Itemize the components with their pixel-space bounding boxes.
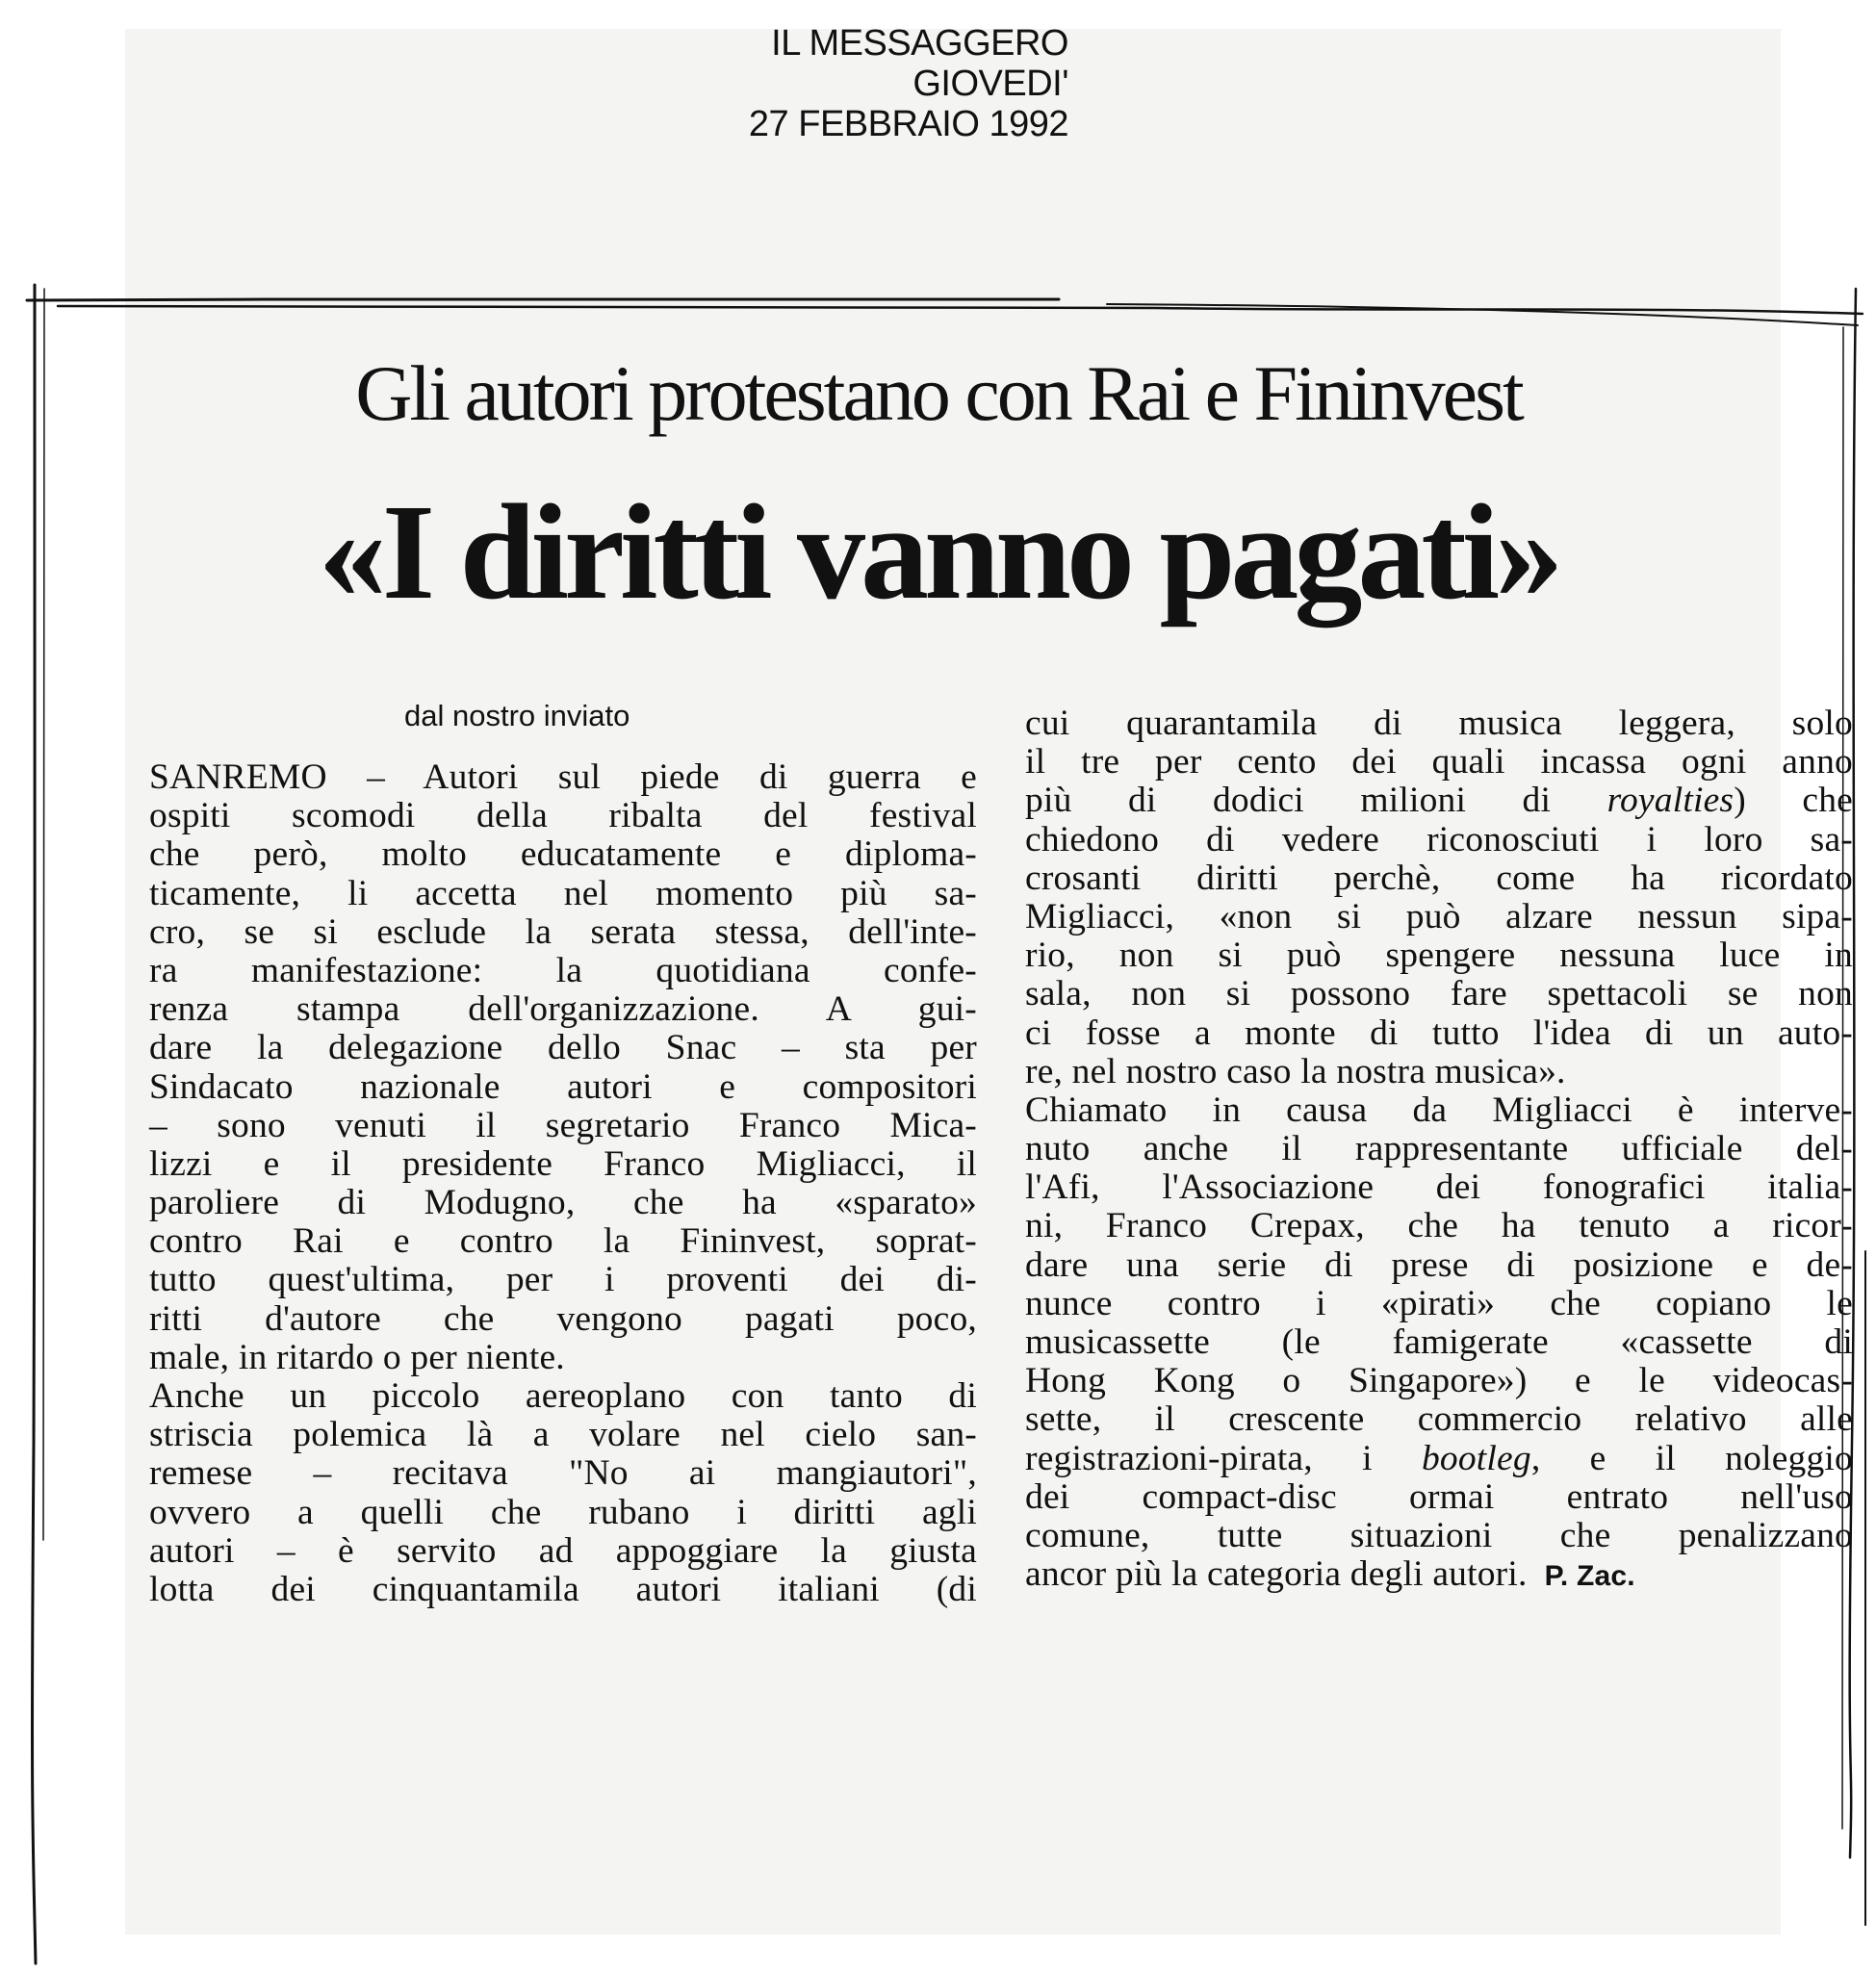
article-line: sette, il crescente commercio relativo alle <box>1025 1399 1853 1440</box>
article-line: sala, non si possono fare spettacoli se non <box>1025 974 1853 1014</box>
article-line: Sindacato nazionale autori e compositori <box>149 1066 977 1107</box>
article-line: comune, tutte situazioni che penalizzano <box>1025 1515 1853 1555</box>
article-line: ticamente, li accetta nel momento più sa- <box>149 873 977 913</box>
article <box>29 306 1854 1846</box>
article-line: dare una serie di prese di posizione e de- <box>1025 1244 1853 1285</box>
article-column-right <box>1025 705 1853 1594</box>
article-headline: «I diritti vanno pagati» <box>318 475 1559 628</box>
article-line: registrazioni-pirata, i bootleg, e il noleggio <box>1025 1438 1854 1478</box>
article-line: crosanti diritti perchè, come ha ricordato <box>1025 858 1853 898</box>
article-line: ritti d'autore che vengono pagati poco, <box>149 1298 977 1339</box>
author-signature: P. Zac. <box>1544 1560 1635 1593</box>
article-column-left <box>149 758 977 1609</box>
article-line: contro Rai e contro la Fininvest, soprat- <box>149 1221 977 1262</box>
article-line: re, nel nostro caso la nostra musica». <box>1025 1051 1566 1091</box>
publication-date: 27 FEBBRAIO 1992 <box>748 104 1068 144</box>
article-line: Chiamato in causa da Migliacci è interve- <box>1025 1090 1853 1130</box>
article-line: paroliere di Modugno, che ha «sparato» <box>149 1183 977 1223</box>
article-line: ospiti scomodi della ribalta del festival <box>149 796 977 836</box>
article-line: dare la delegazione dello Snac – sta per <box>149 1028 977 1068</box>
article-line: più di dodici milioni di royalties) che <box>1025 781 1853 821</box>
article-line: chiedono di vedere riconosciuti i loro sa- <box>1025 819 1853 859</box>
article-line: Migliacci, «non si può alzare nessun sipa- <box>1025 896 1853 936</box>
article-line: lotta dei cinquantamila autori italiani (di <box>149 1569 977 1609</box>
article-line: ra manifestazione: la quotidiana confe- <box>149 950 977 990</box>
weekday: GIOVEDI' <box>912 64 1068 104</box>
article-line: cui quarantamila di musica leggera, solo <box>1025 704 1853 743</box>
article-line: nunce contro i «pirati» che copiano le <box>1025 1283 1853 1323</box>
article-line: dei compact-disc ormai entrato nell'uso <box>1025 1476 1853 1517</box>
article-byline: dal nostro inviato <box>404 699 630 732</box>
article-line: che però, molto educatamente e diploma- <box>149 834 977 875</box>
article-line: striscia polemica là a volare nel cielo san- <box>149 1415 977 1455</box>
article-line: ovvero a quelli che rubano i diritti agli <box>149 1492 977 1532</box>
article-line: musicassette (le famigerate «cassette di <box>1025 1322 1853 1362</box>
article-line: ni, Franco Crepax, che ha tenuto a ricor- <box>1025 1206 1853 1246</box>
article-line: autori – è servito ad appoggiare la giusta <box>149 1530 977 1571</box>
article-line: ancor più la categoria degli autori. P. Zac. <box>1025 1554 1635 1595</box>
newspaper-name: IL MESSAGGERO <box>771 23 1068 64</box>
article-line: l'Afi, l'Associazione dei fonografici italia- <box>1025 1167 1853 1208</box>
article-line: – sono venuti il segretario Franco Mica- <box>149 1105 977 1145</box>
article-line: SANREMO – Autori sul piede di guerra e <box>149 757 977 797</box>
article-line: remese – recitava "No ai mangiautori", <box>149 1453 977 1494</box>
article-line: rio, non si può spengere nessuna luce in <box>1025 936 1853 976</box>
article-kicker: Gli autori protestano con Rai e Fininvest <box>355 349 1522 437</box>
article-line: lizzi e il presidente Franco Migliacci, il <box>149 1143 977 1184</box>
article-line: tutto quest'ultima, per i proventi dei di- <box>149 1260 977 1300</box>
article-line: ci fosse a monte di tutto l'idea di un auto- <box>1025 1013 1853 1053</box>
article-line: renza stampa dell'organizzazione. A gui- <box>149 989 977 1030</box>
article-line: nuto anche il rappresentante ufficiale del- <box>1025 1129 1853 1169</box>
article-line: cro, se si esclude la serata stessa, dell'inte- <box>149 911 977 952</box>
article-line: Hong Kong o Singapore») e le videocas- <box>1025 1361 1853 1401</box>
article-line: il tre per cento dei quali incassa ogni anno <box>1025 742 1853 782</box>
article-line: male, in ritardo o per niente. <box>149 1337 565 1377</box>
article-line: Anche un piccolo aereoplano con tanto di <box>149 1376 977 1416</box>
